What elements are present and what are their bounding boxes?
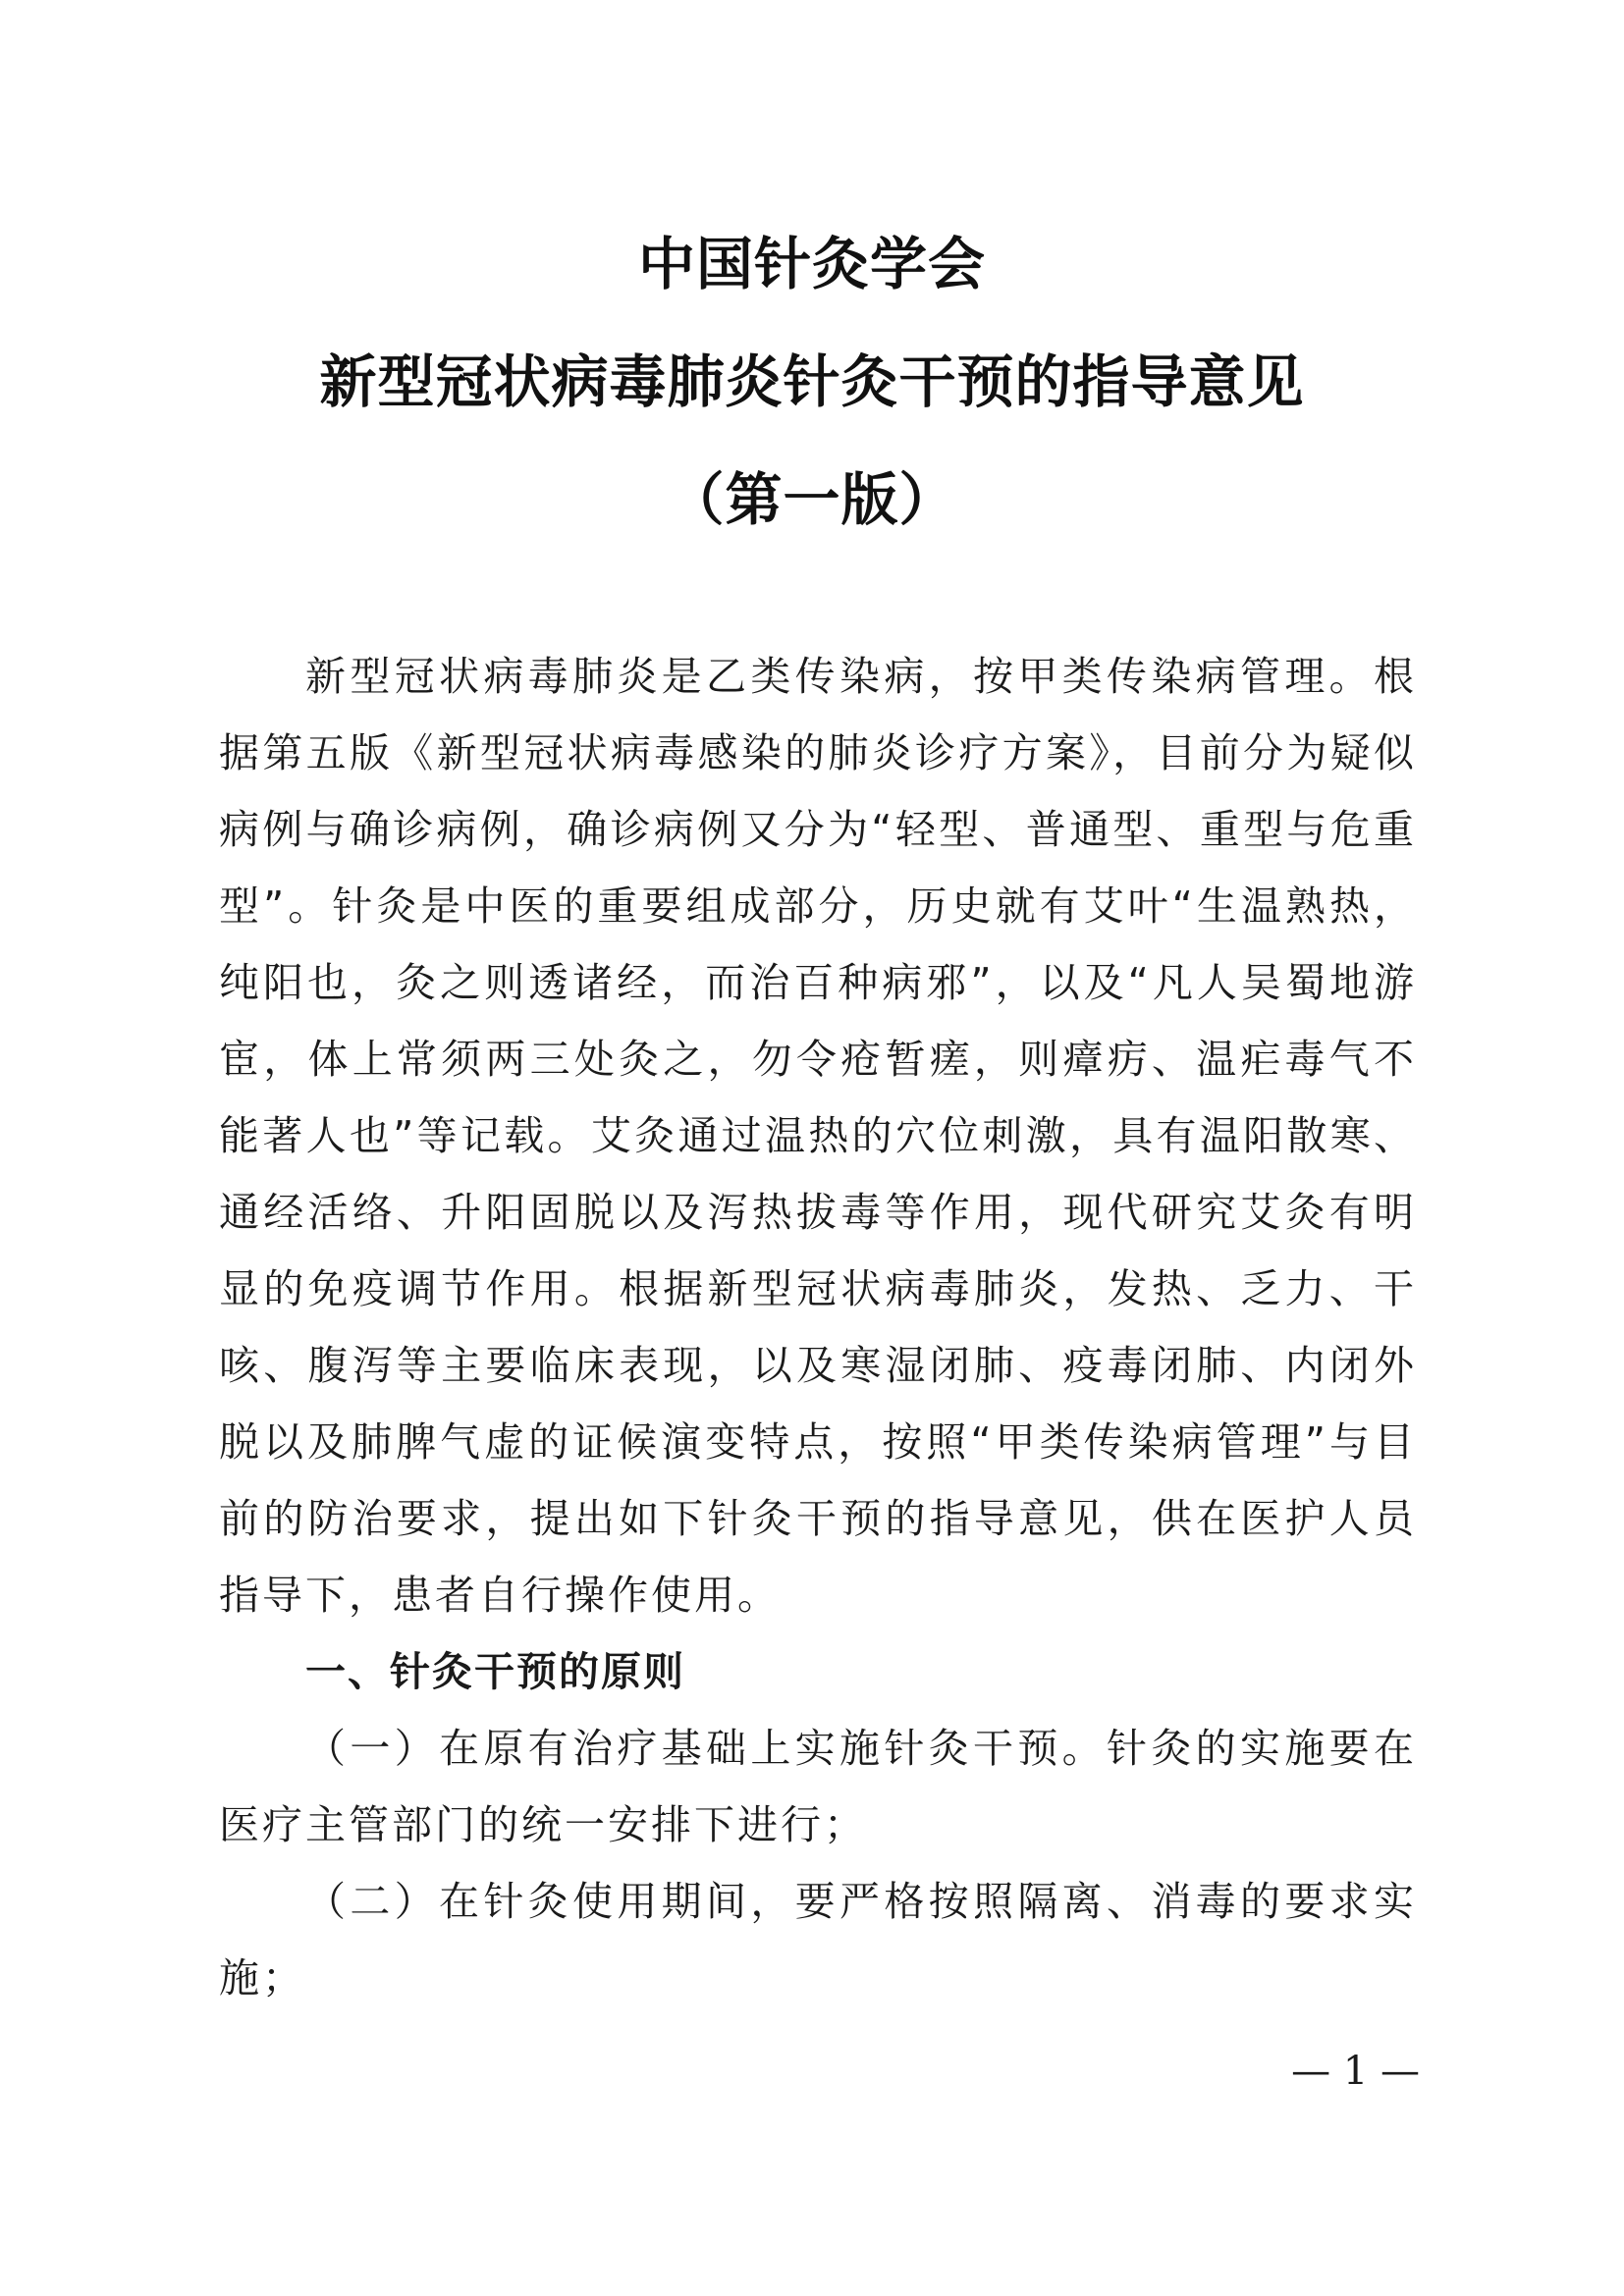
document-title: [0, 231, 1624, 589]
title-organization: 中国针灸学会: [637, 231, 986, 297]
principle-item-2: （二）在针灸使用期间，要严格按照隔离、消毒的要求实施；: [219, 1878, 1417, 2002]
title-edition: （第一版）: [667, 466, 957, 533]
document-body: [219, 638, 1417, 2016]
intro-paragraph: 新型冠状病毒肺炎是乙类传染病，按甲类传染病管理。根据第五版《新型冠状病毒感染的肺炎诊疗方案》，目前分为疑似病例与确诊病例，确诊病例又分为“轻型、普通型、重型与危重型”。针灸是中医的重要组成部分，历史就有艾叶“生温熟热，纯阳也，灸之则透诸经，而治百种病邪”，以及“凡人吴蜀地游宦，体上常须两三处灸之，勿令疮暂瘥，则瘴疠、温疟毒气不能著人也”等记载。艾灸通过温热的穴位刺激，具有温阳散寒、通经活络、升阳固脱以及泻热拔毒等作用，现代研究艾灸有明显的免疫调节作用。根据新型冠状病毒肺炎，发热、乏力、干咳、腹泻等主要临床表现，以及寒湿闭肺、疫毒闭肺、内闭外脱以及肺脾气虚的证候演变特点，按照“甲类传染病管理”与目前的防治要求，提出如下针灸干预的指导意见，供在医护人员指导下，患者自行操作使用。: [219, 653, 1417, 1619]
title-subject: 新型冠状病毒肺炎针灸干预的指导意见: [319, 348, 1305, 415]
page-number: — 1 —: [1291, 2049, 1420, 2094]
principle-item-1: （一）在原有治疗基础上实施针灸干预。针灸的实施要在医疗主管部门的统一安排下进行；: [219, 1725, 1417, 1848]
section-heading-principles: 一、针灸干预的原则: [305, 1648, 685, 1695]
